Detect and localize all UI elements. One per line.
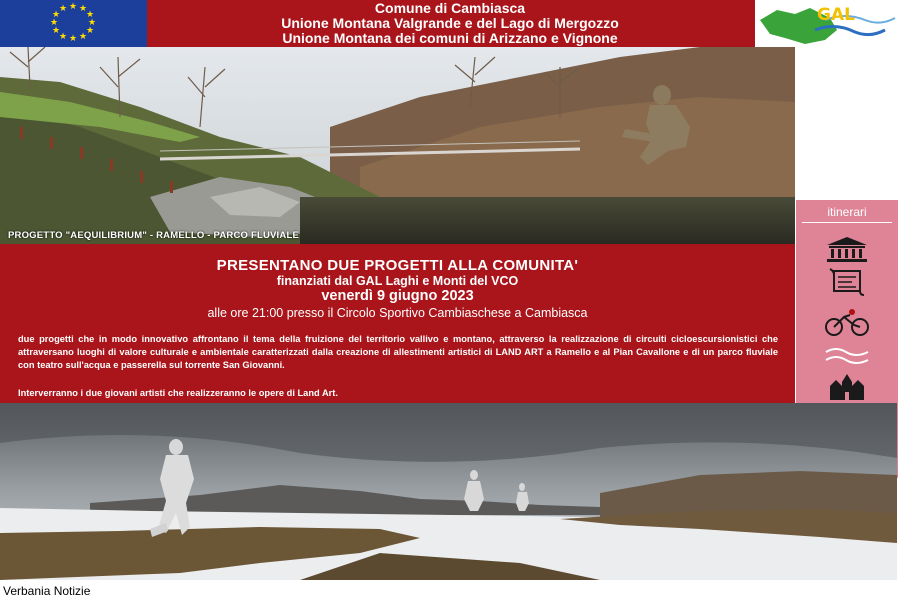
svg-text:★: ★ [87,18,97,28]
photo-river-park [0,47,795,244]
svg-text:★: ★ [85,10,95,20]
svg-text:★: ★ [49,18,59,28]
cyclist-icon [822,307,872,337]
scroll-map-icon [822,267,872,297]
header-line-1: Comune di Cambiasca [374,0,526,16]
river-icon [822,340,872,370]
header-banner [0,0,900,47]
event-time-place: alle ore 21:00 presso il Circolo Sportivo Cambiaschese a Cambiasca [207,306,588,320]
svg-text:★: ★ [58,32,68,42]
source-credit: Verbania Notizie [3,584,91,598]
funding-line: finanziati dal GAL Laghi e Monti del VCO [276,274,519,288]
photo-caption: PROGETTO "AEQUILIBRIUM" - RAMELLO - PARCO FLUVIALE [8,230,299,241]
svg-text:★: ★ [68,34,78,44]
photo-land-art [0,403,897,580]
header-line-3: Unione Montana dei comuni di Arizzano e Vignone [282,30,618,46]
svg-text:★: ★ [78,32,88,42]
svg-text:★: ★ [78,4,88,14]
project-description: due progetti che in modo innovativo affrontano il tema della fruizione del territorio vallivo e montano, attraverso la realizzazione di circuiti cicloescursionistici che attraversano luoghi di valore culturale e ambientale caratterizzati dalla creazione di allestimenti artistici di LAND ART a Ramello e al Pian Cavallone e di un parco fluviale con teatro sull'acqua e passerella sul torrente San Giovanni. [18,334,778,370]
svg-text:★: ★ [68,2,78,12]
event-date: venerdì 9 giugno 2023 [321,288,474,304]
gal-logo [755,0,900,47]
museum-icon [822,234,872,264]
svg-text:★: ★ [51,26,61,36]
svg-text:★: ★ [85,26,95,36]
header-line-2: Unione Montana Valgrande e del Lago di Mergozzo [281,15,619,31]
svg-text:★: ★ [51,10,61,20]
sidebar-title: itinerari [827,205,867,219]
sidebar-divider [802,222,892,223]
gal-logo-text: GAL [817,5,855,25]
header-titles [150,0,750,47]
church-icon [822,372,872,402]
artists-note: Interverranno i due giovani artisti che realizzeranno le opere di Land Art. [18,388,338,398]
svg-text:★: ★ [58,4,68,14]
announcement-panel [0,244,795,403]
announcement-headline: PRESENTANO DUE PROGETTI ALLA COMUNITA' [216,257,579,274]
eu-flag-icon [0,0,147,47]
